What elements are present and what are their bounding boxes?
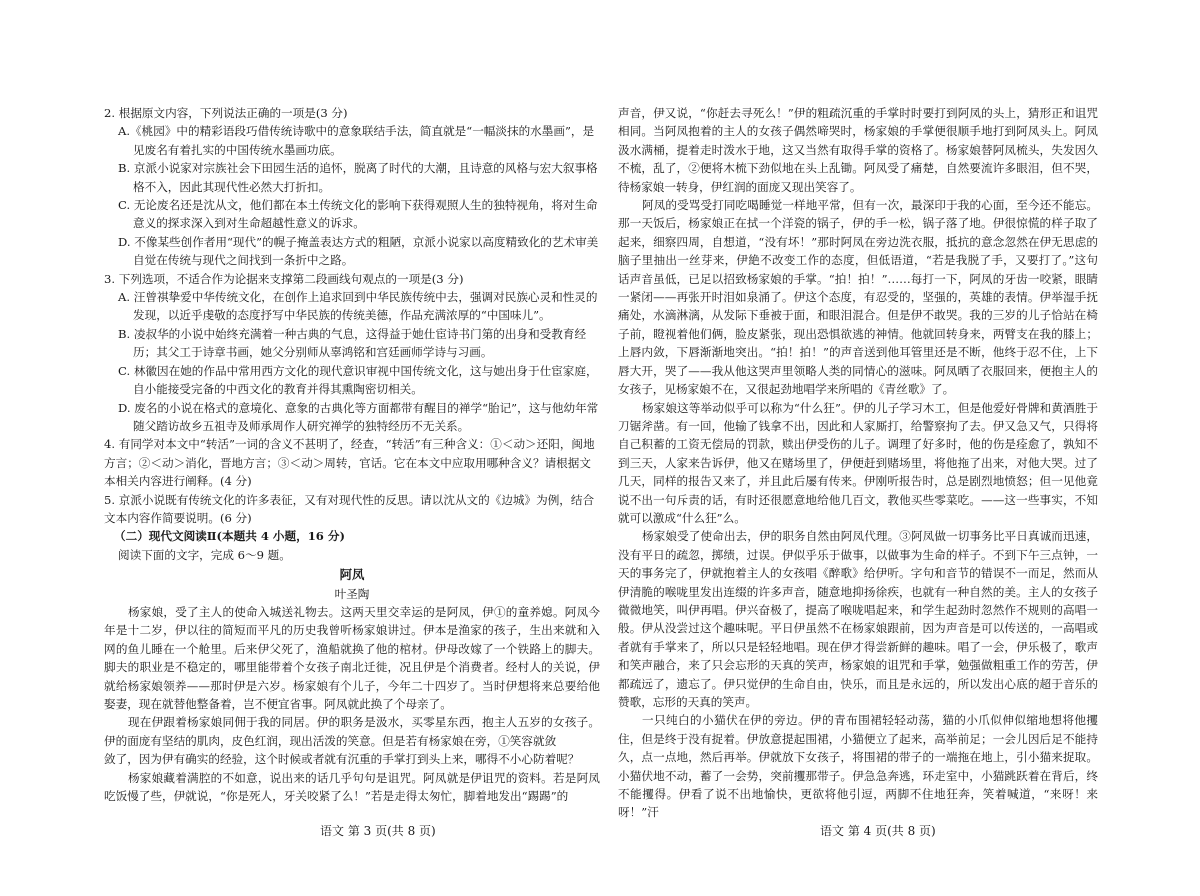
article-title: 阿凤 <box>339 567 365 583</box>
option: C. 无论废名还是沈从文，他们都在本土传统文化的影响下获得观照人生的独特视角，将对生命意义的探求深入到对生命超越性意义的诉求。 <box>118 198 598 231</box>
option: C. 林徽因在她的作品中常用西方文化的现代意识审视中国传统文化，这与她出身于仕宦家庭，自小能接受完备的中西文化的教育并得其熏陶密切相关。 <box>118 363 598 397</box>
paragraph: 声音，伊又说，“你赶去寻死么！”伊的粗疏沉重的手掌时时要打到阿凤的头上，猜形正和诅咒相同。当阿凤抱着的主人的女孩子偶然啼哭时，杨家娘的手掌便很顺手地打到阿凤头上。阿凤汲水满桶，提着走时泼水于地，这又当然有取得手掌的资格了。杨家娘替阿凤梳头，失发因久不梳，乱了，②便将木梳下劲似地在头上乱锄。阿凤受了痛楚，自然要流许多眼泪，但不哭，待杨家娘一转身，伊红润的面庞又现出笑容了。 <box>618 106 1098 194</box>
paragraph: 一只纯白的小猫伏在伊的旁边。伊的青布围裙轻轻动荡，猫的小爪似伸似缩地想将他攫住，但是终于没有捉着。伊放意提起围裙，小猫便立了起来，高举前足；一会儿因后足不能持久，点一点地，然后再举。伊就放下女孩子，将围裙的带子的一端拖在地上，引小猫来捉取。小猫伏地不动，蓄了一会势，突前攫那带子。伊急急奔逃，环走室中，小猫跳跃着在背后，终不能攫得。伊看了说不出地愉快，更欲将他引逗，两脚不住地狂奔，笑着喊道，“来呀！来呀！”汗 <box>618 713 1098 820</box>
option: B. 凌叔华的小说中始终充满着一种古典的气息，这得益于她仕宦诗书门第的出身和受教育经历；其父工于诗章书画，她父分别师从辜鸿铭和宫廷画师学诗与习画。 <box>118 326 587 360</box>
question-stem: 2. 根据原文内容，下列说法正确的一项是(3 分) <box>104 106 348 120</box>
option: A.《桃园》中的精彩语段巧借传统诗歌中的意象联结手法，简直就是“一幅淡抹的水墨画”，是见废名有着扎实的中国传统水墨画功底。 <box>118 124 595 157</box>
paragraph: 现在伊跟着杨家娘同佣于我的同居。伊的职务是汲水，买零星东西，抱主人五岁的女孩子。伊的面庞有坚结的肌肉，皮色红润，现出活泼的笑意。但是若有杨家娘在旁，①笑容就敛 <box>104 715 600 748</box>
page-footer-left: 语文 第 3 页(共 8 页) <box>320 824 436 838</box>
section-title: （二）现代文阅读Ⅱ(本题共 4 小题，16 分) <box>114 529 345 544</box>
paragraph: 杨家娘受了使命出去，伊的职务自然由阿凤代理。③阿凤做一切事务比平日真诚而迅速，没有平日的疏忽，掷绩，过误。伊似乎乐于做事，以做事为生命的样子。不到下午三点钟，一天的事务完了，伊就抱着主人的女孩唱《醉歌》给伊听。字句和音节的错误不一而足，然而从伊清脆的喉咙里发出连缀的许多声音，随意地抑扬徐疾，也就有一种自然的美。主人的女孩子微微地笑，叫伊再唱。伊兴奋极了，提高了喉咙唱起来，和学生起劲时忽然作不规则的高唱一般。伊从没尝过这个趣味呢。平日伊虽然不在杨家娘跟前，因为声音是可以传送的，一高唱或者就有手掌来了，所以只是轻轻地唱。现在伊才得尝新鲜的趣味。唱了一会，伊乐极了，歌声和笑声融合，来了只会忘形的天真的笑声，杨家娘的诅咒和手掌，勉强做粗重工作的劳苦，伊都疏远了，遗忘了。伊只觉伊的生命自由，快乐，而且是永远的，所以发出心底的超于音乐的赞歌，忘形的天真的笑声。 <box>618 529 1098 709</box>
option: A. 汪曾祺挚爱中华传统文化，在创作上追求回到中华民族传统中去，强调对民族心灵和性灵的发现，以近乎虔敬的态度抒写中华民族的传统美德，作品充满浓厚的“中国味儿”。 <box>118 290 598 323</box>
question-stem: 5. 京派小说既有传统文化的许多表征，又有对现代性的反思。请以沈从文的《边城》为例，结合文本内容作简要说明。(6 分) <box>104 492 595 525</box>
option: D. 废名的小说在格式的意境化、意象的古典化等方面都带有醒目的禅学“胎记”，这与他幼年常随父踏访故乡五祖寺及师承周作人研究禅学的独特经历不无关系。 <box>118 400 599 433</box>
paragraph: 杨家娘藏着满腔的不如意，说出来的话几乎句句是诅咒。阿凤就是伊诅咒的资料。若是阿凤吃饭慢了些，伊就说，“你是死人，牙关咬紧了么！”若是走得太匆忙，脚着地发出“踢踢”的 <box>104 770 600 804</box>
option: D. 不像某些创作者用“现代”的幌子掩盖表达方式的粗陋，京派小说家以高度精致化的艺术审美自觉在传统与现代之间找到一条折中之路。 <box>118 234 599 268</box>
option: B. 京派小说家对宗族社会下田园生活的追怀，脱离了时代的大潮，且诗意的风格与宏大叙事格格不入，因此其现代性必然大打折扣。 <box>118 161 598 194</box>
paragraph: 敛了，因为伊有确实的经验，这个时候或者就有沉重的手掌打到头上来，哪得不小心防着呢？ <box>104 752 580 767</box>
paragraph: 杨家娘这等举动似乎可以称为“什么狂”。伊的儿子学习木工，但是他爱好骨牌和黄酒胜于刀锯斧凿。有一回，他输了钱拿不出，因此和人家厮打，给警察拘了去。伊又急又气，只得将自己积蓄的工资无偿局的罚款，赎出伊受伤的儿子。调理了好多时，他的伤是痊愈了，孰知不到三天，人家来告诉伊，他又在赌场里了，伊便赶到赌场里，将他拖了出来，对他大哭。过了几天，同样的报告又来了，并且此后屡有传来。伊刚听报告时，总是剧烈地愤怒；但一见他竟说不出一句斥责的话，有时还很愿意地给他几百文，教他买些零菜吃。——这一些事实，不知就可以激成“什么狂”么。 <box>618 400 1098 525</box>
paragraph: 阿凤的受骂受打同吃喝睡觉一样地平常，但有一次，最深印于我的心面，至今还不能忘。那一天饭后，杨家娘正在拭一个洋瓷的锅子，伊的手一松，锅子落了地。伊很惊慌的样子取了起来，细察四周，自想道，“没有坏！”那时阿凤在旁边洗衣服，抵抗的意念忽然在伊无思虑的脑子里抽出一丝芽来，伊絶不改变工作的态度，但低语道，“若是我脱了手，又要打了。”这句话声音虽低，已足以招致杨家娘的手掌。“拍！拍！”……每打一下，阿凤的牙齿一咬紧，眼睛一紧闭——再张开时泪如泉涌了。伊这个态度，有忍受的，坚强的，英雄的表情。伊举湿手抚痛处，水滴淋漓，从发际下垂被于面，和眼泪混合。但是伊不敢哭。我的三岁的儿子恰站在椅子前，瞪视着他们俩，脸皮紧张，现出恐惧欲逃的神情。他就回转身来，两臂支在我的膝上；上唇内敛，下唇渐渐地突出。“拍！拍！”的声音送到他耳管里还是不断，他终于忍不住，上下唇大开，哭了——我从他这哭声里领略人类的同情心的滋味。阿凤晒了衣服回来，便抱主人的女孩子，见杨家娘不在，又很起劲地唱学来所唱的《青丝歌》了。 <box>618 198 1098 397</box>
instruction: 阅读下面的文字，完成 6～9 题。 <box>118 547 291 562</box>
article-author: 叶圣陶 <box>334 586 370 601</box>
paragraph: 杨家娘，受了主人的使命入城送礼物去。这两天里交幸运的是阿凤，伊①的童养媳。阿凤今年是十二岁，伊以往的简短而平凡的历史我曾听杨家娘讲过。伊本是渔家的孩子，生出来就和入网的鱼儿睡在一个舱里。后来伊父死了，渔船就换了他的棺材。伊母改嫁了一个铁路上的脚夫。脚夫的职业是不稳定的，哪里能带着个女孩子南北迁徙，况且伊是个消费者。经村人的关说，伊就给杨家娘领养——那时伊是六岁。杨家娘有个儿子，今年二十四岁了。当时伊想将来总要给他娶妻，现在就替他整备着，岂不便宜省事。阿凤就此换了个母亲了。 <box>104 604 600 711</box>
right-page <box>618 104 1098 822</box>
left-page <box>104 104 600 805</box>
page-footer-right: 语文 第 4 页(共 8 页) <box>820 824 936 838</box>
question-stem: 4. 有同学对本文中“转活”一词的含义不甚明了，经查，“转活”有三种含义：①＜动＞还阳，闽地方言；②＜动＞消化，晋地方言；③＜动＞周转，官话。它在本文中应取用哪种含义？请根据文本相关内容进行阐释。(4 分) <box>104 437 595 489</box>
question-stem: 3. 下列选项，不适合作为论据来支撑第二段画线句观点的一项是(3 分) <box>104 271 464 286</box>
